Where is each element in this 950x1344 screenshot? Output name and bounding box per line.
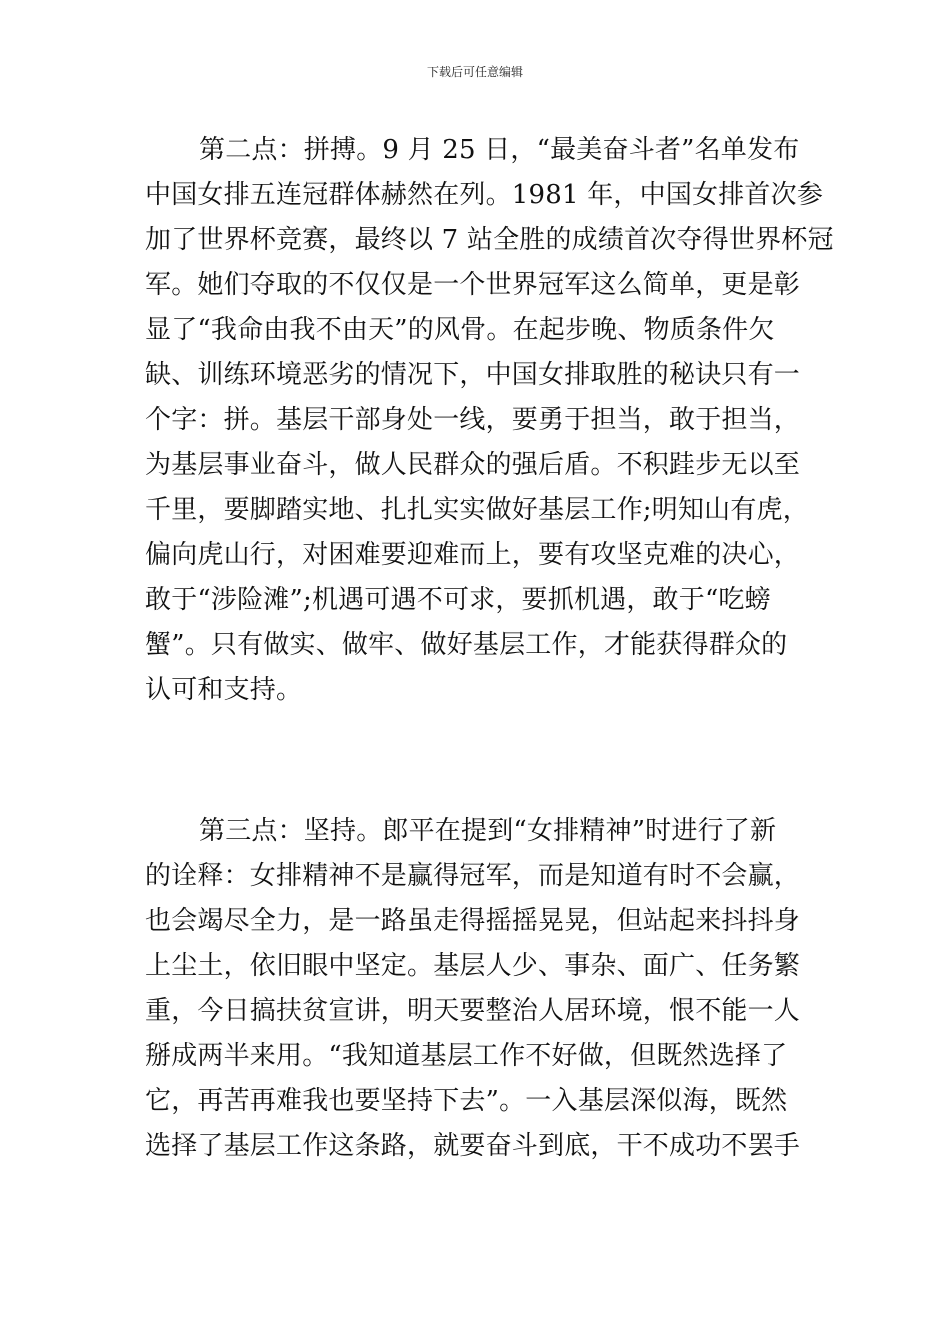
paragraph-line: 个字：拼。基层干部身处一线，要勇于担当，敢于担当， <box>145 405 801 435</box>
paragraph-line: 上尘土，依旧眼中坚定。基层人少、事杂、面广、任务繁 <box>145 951 801 981</box>
paragraph-line: 第二点：拼搏。9 月 25 日，“最美奋斗者”名单发布 <box>199 135 800 165</box>
paragraph-line: 选择了基层工作这条路，就要奋斗到底，干不成功不罢手 <box>145 1131 801 1161</box>
paragraph-line: 中国女排五连冠群体赫然在列。1981 年，中国女排首次参 <box>145 180 824 210</box>
paragraph-line: 认可和支持。 <box>145 675 303 705</box>
paragraph-line: 敢于“涉险滩”;机遇可遇不可求，要抓机遇，敢于“吃螃 <box>145 585 771 615</box>
paragraph-line: 也会竭尽全力，是一路虽走得摇摇晃晃，但站起来抖抖身 <box>145 906 801 936</box>
paragraph-line: 重，今日搞扶贫宣讲，明天要整治人居环境，恨不能一人 <box>145 996 801 1026</box>
paragraph-line: 显了“我命由我不由天”的风骨。在起步晚、物质条件欠 <box>145 315 775 345</box>
paragraph-line: 它，再苦再难我也要坚持下去”。一入基层深似海，既然 <box>145 1086 788 1116</box>
paragraph-line: 偏向虎山行，对困难要迎难而上，要有攻坚克难的决心， <box>145 540 801 570</box>
paragraph-line: 军。她们夺取的不仅仅是一个世界冠军这么简单，更是彰 <box>145 270 801 300</box>
paragraph-line: 掰成两半来用。“我知道基层工作不好做，但既然选择了 <box>145 1041 788 1071</box>
paragraph-line: 缺、训练环境恶劣的情况下，中国女排取胜的秘诀只有一 <box>145 360 801 390</box>
paragraph-3 <box>145 809 810 1169</box>
header-note: 下载后可任意编辑 <box>426 65 523 79</box>
paragraph-spacing <box>145 713 810 809</box>
paragraph-line: 加了世界杯竞赛，最终以 7 站全胜的成绩首次夺得世界杯冠 <box>145 225 834 255</box>
paragraph-line: 千里，要脚踏实地、扎扎实实做好基层工作;明知山有虎， <box>145 495 809 525</box>
document-body <box>145 128 834 1169</box>
paragraph-line: 的诠释：女排精神不是赢得冠军，而是知道有时不会赢， <box>145 861 801 891</box>
paragraph-line: 第三点：坚持。郎平在提到“女排精神”时进行了新 <box>199 816 777 846</box>
paragraph-2 <box>145 128 834 713</box>
paragraph-line: 蟹”。只有做实、做牢、做好基层工作，才能获得群众的 <box>145 630 788 660</box>
paragraph-line: 为基层事业奋斗，做人民群众的强后盾。不积跬步无以至 <box>145 450 801 480</box>
